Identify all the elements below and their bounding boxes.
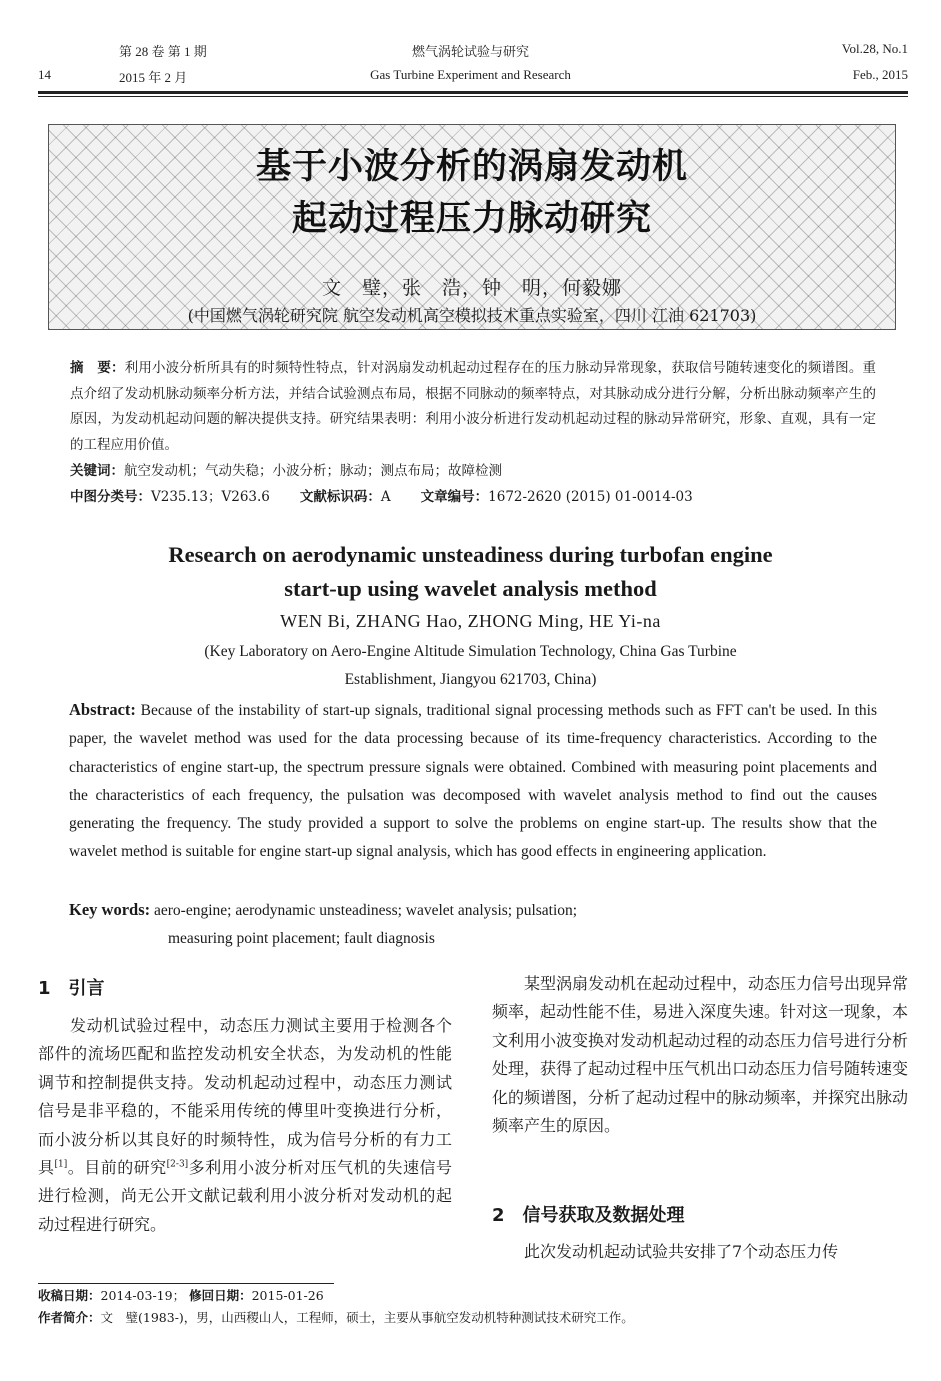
authors-cn: 文 璧，张 浩，钟 明，何毅娜 (321, 277, 622, 299)
keywords-cn-label: 关键词： (70, 463, 124, 479)
citation-2-3: [2-3] (166, 1159, 189, 1170)
article-no-value: 1672-2620 (2015) 01-0014-03 (488, 489, 693, 505)
affiliation-en-line2: Establishment, Jiangyou 621703, China) (344, 671, 597, 688)
section2-para1-text: 此次发动机起动试验共安排了7个动态压力传 (524, 1242, 839, 1261)
title-en-line1: Research on aerodynamic unsteadiness during turbofan engine (168, 542, 773, 567)
clc-label: 中图分类号： (70, 489, 151, 505)
doc-code-value: A (380, 489, 391, 505)
abstract-cn-text: 利用小波分析所具有的时频特性特点，针对涡扇发动机起动过程存在的压力脉动异常现象，获取信号随转速变化的频谱图。重点介绍了发动机脉动频率分析方法，并结合试验测点布局，根据不同脉动的频率特点，对其脉动成分进行分解，分析出脉动频率产生的原因，为发动机起动问题的解决提供支持。研究结果表明：利用小波分析进行发动机起动过程的脉动异常研究，形象、直观，具有一定的工程应用价值。 (70, 360, 876, 453)
footnote-dates (38, 1286, 324, 1306)
author-bio-label: 作者简介： (38, 1310, 101, 1325)
header-page-number: 14 (38, 67, 51, 82)
revised-label: 修回日期： (189, 1288, 252, 1303)
classification-row (70, 485, 876, 509)
section1-para2-text: 某型涡扇发动机在起动过程中，动态压力信号出现异常频率，起动性能不佳，易进入深度失速。针对这一现象，本文利用小波变换对发动机起动过程的动态压力信号进行分析处理，获得了起动过程中压气机出口动态压力信号随转速变化的频谱图，分析了起动过程中的脉动频率，并探究出脉动频率产生的原因。 (492, 974, 909, 1136)
author-bio-value: 文 璧(1983-)，男，山西稷山人，工程师，硕士，主要从事航空发动机特种测试技术研究工作。 (100, 1310, 634, 1325)
title-box (48, 124, 896, 330)
received-label: 收稿日期： (38, 1288, 101, 1303)
title-cn-line1: 基于小波分析的涡扇发动机 (255, 147, 688, 187)
header-rule-thick (38, 91, 908, 94)
affiliation-en-line1: (Key Laboratory on Aero-Engine Altitude Simulation Technology, China Gas Turbine (204, 643, 737, 660)
header-volume-en: Vol.28, No.1 (841, 41, 908, 56)
header-date-cn: 2015 年 2 月 (119, 70, 188, 85)
doc-code-label: 文献标识码： (299, 489, 381, 505)
abstract-en (69, 696, 877, 867)
footnote-author (38, 1308, 634, 1328)
footnote-rule (38, 1283, 334, 1284)
section1-para-c: 多利用小波分析对压气机的失速信号进行检测，尚无公开文献记载利用小波分析对发动机的起动过程进行研究。 (38, 1158, 452, 1234)
keywords-cn (70, 459, 876, 483)
section1-para-b: 。目前的研究 (67, 1158, 167, 1178)
keywords-cn-text: 航空发动机；气动失稳；小波分析；脉动；测点布局；故障检测 (124, 463, 502, 479)
keywords-en-line1: aero-engine; aerodynamic unsteadiness; wavelet analysis; pulsation; (154, 902, 578, 919)
revised-value: 2015-01-26 (251, 1288, 324, 1303)
header-journal-en: Gas Turbine Experiment and Research (370, 67, 571, 82)
section1-heading: 1 引言 (38, 978, 105, 999)
title-en-line2: start-up using wavelet analysis method (284, 576, 657, 601)
abstract-cn-label: 摘 要： (70, 360, 125, 376)
header-volume-cn: 第 28 卷 第 1 期 (119, 44, 207, 59)
section1-paragraph1 (38, 1012, 452, 1239)
affiliation-cn: (中国燃气涡轮研究院 航空发动机高空模拟技术重点实验室，四川 江油 621703) (187, 306, 757, 325)
title-cn-line2: 起动过程压力脉动研究 (291, 199, 652, 239)
abstract-cn (70, 356, 876, 458)
section2-paragraph1 (492, 1238, 908, 1266)
article-no-label: 文章编号： (420, 489, 489, 505)
keywords-en-line2: measuring point placement; fault diagnosis (168, 930, 435, 947)
section2-heading: 2 信号获取及数据处理 (492, 1205, 685, 1226)
clc-value: V235.13；V263.6 (151, 489, 270, 505)
received-value: 2014-03-19； (100, 1288, 186, 1303)
keywords-en (69, 896, 877, 953)
authors-en: WEN Bi, ZHANG Hao, ZHONG Ming, HE Yi-na (280, 611, 661, 631)
keywords-en-label: Key words: (69, 900, 151, 919)
section1-paragraph2 (492, 970, 908, 1140)
abstract-en-text: Because of the instability of start-up signals, traditional signal processing methods such as FFT can't be used. In this paper, the wavelet method was used for the data processing because of its time-frequency characteristics. According to the characteristics of engine start-up, the spectrum pressure signals were obtained. Combined with measuring point placements and the characteristics of each frequency, the pulsation was decomposed with wavelet analysis method to find out the causes generating the frequency. The study provided a support to solve the problems on engine start-up. The results show that the wavelet method is suitable for engine start-up signal analysis, which has good effects in engineering application. (69, 702, 878, 861)
header-journal-cn: 燃气涡轮试验与研究 (411, 44, 529, 59)
header-rule-thin (38, 96, 908, 97)
abstract-en-label: Abstract: (69, 700, 136, 719)
header-date-en: Feb., 2015 (852, 67, 908, 82)
citation-1: [1] (54, 1159, 68, 1170)
section1-para-a: 发动机试验过程中，动态压力测试主要用于检测各个部件的流场匹配和监控发动机安全状态，为发动机的性能调节和控制提供支持。发动机起动过程中，动态压力测试信号是非平稳的，不能采用传统的傅里叶变换进行分析，而小波分析以其良好的时频特性，成为信号分析的有力工具 (38, 1016, 452, 1178)
